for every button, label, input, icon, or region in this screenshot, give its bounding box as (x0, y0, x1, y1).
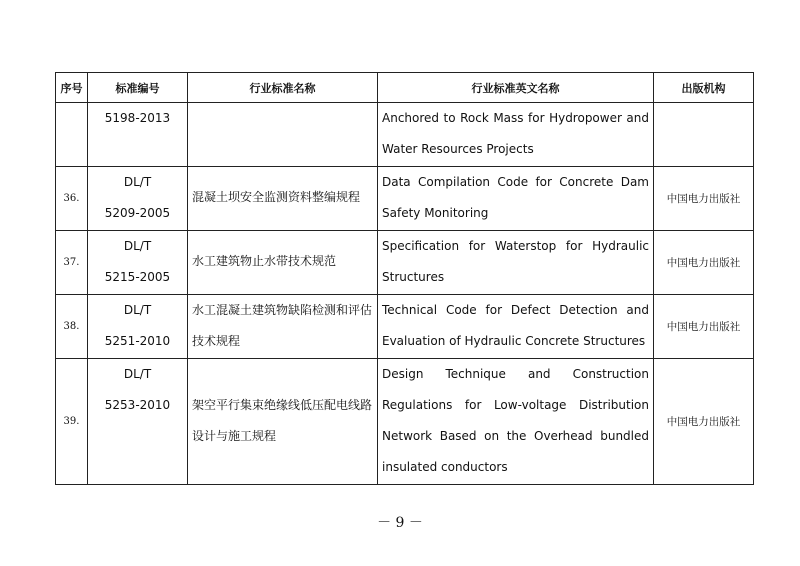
code-line: 5253-2010 (104, 397, 171, 412)
page-number: － 9 － (377, 515, 423, 531)
code-line: DL/T (123, 238, 152, 253)
header-seq: 序号 (56, 73, 88, 103)
name-en-line: Design Technique and Construction (382, 366, 649, 381)
name-en-line: Anchored to Rock Mass for Hydropower and (382, 111, 649, 125)
row-seq: 36. (56, 167, 88, 231)
name-en-line: Specification for Waterstop for Hydraulic (382, 238, 649, 253)
row-seq: 38. (56, 294, 88, 358)
row-code (88, 230, 188, 294)
row-seq: 39. (56, 358, 88, 484)
row-name-en (378, 103, 654, 167)
row-code (88, 103, 188, 167)
name-en-line: Structures (382, 269, 445, 284)
name-en-line: Safety Monitoring (382, 206, 489, 221)
code-line: 5198-2013 (104, 111, 171, 125)
row-seq: 37. (56, 230, 88, 294)
row-publisher: 中国电力出版社 (654, 230, 754, 294)
table-row (56, 103, 754, 167)
row-name-cn (188, 230, 378, 294)
code-line: 5209-2005 (104, 206, 171, 221)
name-cn-line: 混凝土坝安全监测资料整编规程 (192, 190, 361, 205)
code-line: DL/T (123, 366, 152, 381)
code-line: 5215-2005 (104, 269, 171, 284)
code-line: 5251-2010 (104, 333, 171, 348)
table-row (56, 358, 754, 484)
header-code: 标准编号 (88, 73, 188, 103)
row-name-en (378, 230, 654, 294)
row-code (88, 358, 188, 484)
name-cn-line: 设计与施工规程 (192, 429, 277, 444)
standards-table (55, 72, 754, 485)
name-en-line: Technical Code for Defect Detection and (382, 302, 649, 317)
header-publisher: 出版机构 (654, 73, 754, 103)
row-name-en (378, 167, 654, 231)
row-publisher: 中国电力出版社 (654, 358, 754, 484)
table-row (56, 294, 754, 358)
name-cn-line: 技术规程 (192, 334, 241, 349)
name-en-line: Water Resources Projects (382, 142, 534, 157)
row-code (88, 294, 188, 358)
header-name-en: 行业标准英文名称 (378, 73, 654, 103)
header-name-cn: 行业标准名称 (188, 73, 378, 103)
row-name-en (378, 294, 654, 358)
name-en-line: Data Compilation Code for Concrete Dam (382, 175, 649, 189)
row-publisher: 中国电力出版社 (654, 294, 754, 358)
table-row (56, 230, 754, 294)
name-en-line: insulated conductors (382, 460, 508, 475)
row-publisher: 中国电力出版社 (654, 167, 754, 231)
name-en-line: Regulations for Low-voltage Distribution (382, 397, 649, 412)
row-publisher (654, 103, 754, 167)
row-name-cn (188, 103, 378, 167)
name-cn-line: 水工建筑物止水带技术规范 (192, 254, 337, 269)
row-name-cn (188, 167, 378, 231)
code-line: DL/T (123, 175, 152, 189)
row-code (88, 167, 188, 231)
table-header-row (56, 73, 754, 103)
row-seq (56, 103, 88, 167)
row-name-cn (188, 358, 378, 484)
name-en-line: Network Based on the Overhead bundled (382, 429, 649, 444)
code-line: DL/T (123, 302, 152, 317)
row-name-en (378, 358, 654, 484)
table-row (56, 167, 754, 231)
name-en-line: Evaluation of Hydraulic Concrete Structures (382, 333, 646, 348)
row-name-cn (188, 294, 378, 358)
name-cn-line: 架空平行集束绝缘线低压配电线路 (192, 397, 373, 412)
name-cn-line: 水工混凝土建筑物缺陷检测和评估 (192, 302, 373, 317)
